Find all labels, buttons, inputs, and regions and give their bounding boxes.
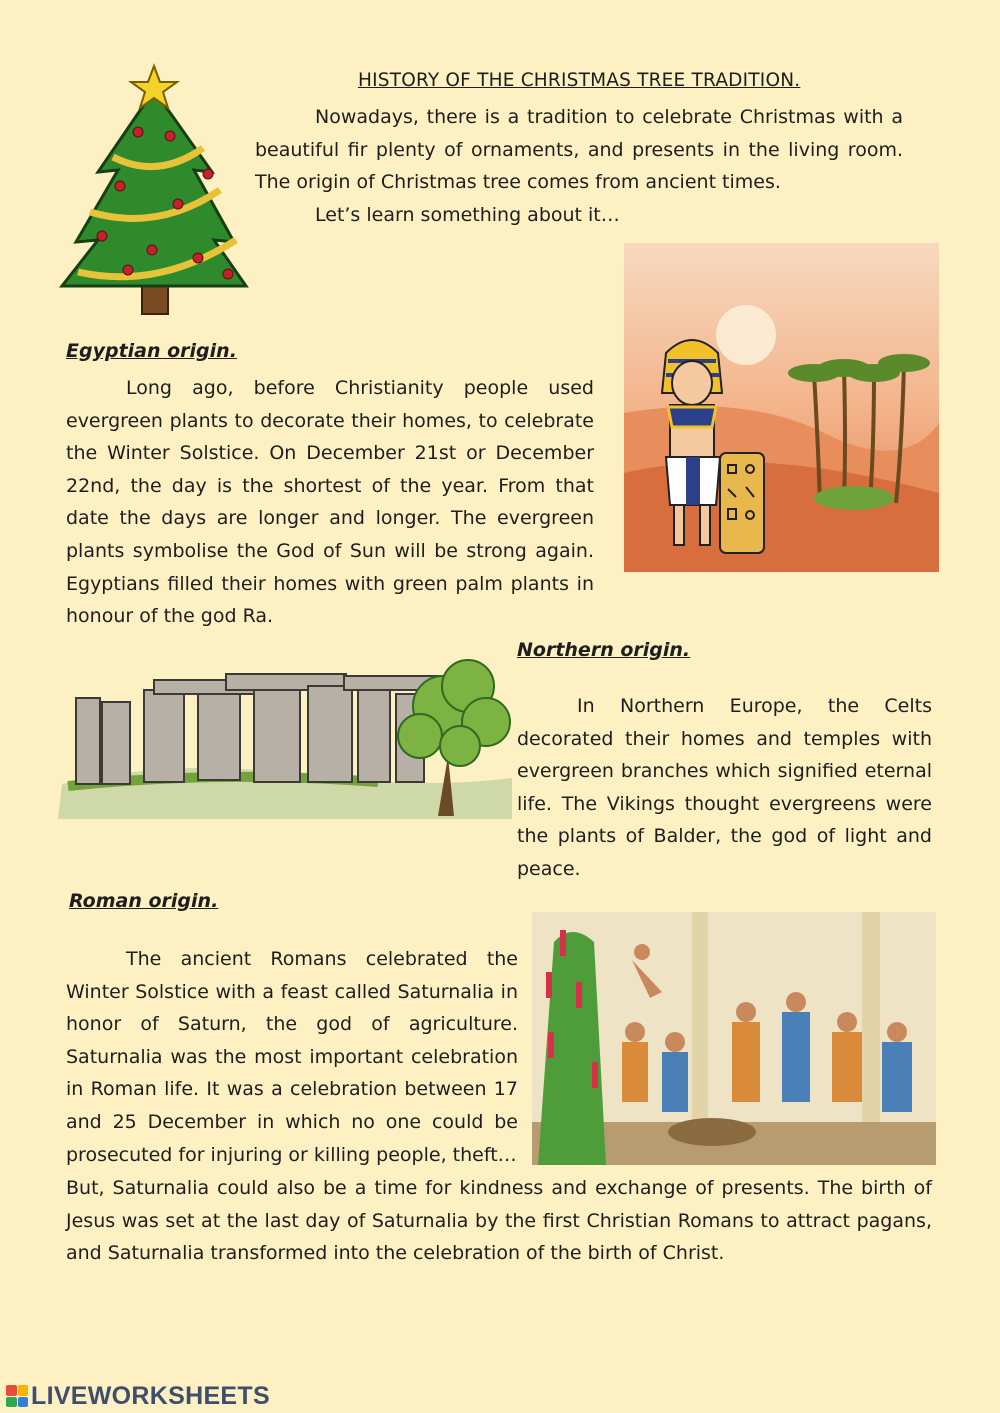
roman-body-part2: But, Saturnalia could also be a time for kindness and exchange of presents. The birth of Jesus was set at the last day of Saturnalia by the first Christian Romans to attract pagans, and Saturnalia transformed into the celebration of the birth of Christ. — [66, 1177, 932, 1265]
brand-name: LIVEWORKSHEETS — [31, 1381, 270, 1410]
roman-body-part1: The ancient Romans celebrated the Winter Solstice with a feast called Saturnalia in honor of Saturn, the god of agriculture. Saturnalia was the most important celebration in Roman life. It was a celebration between 17 and 25 December in which no one could be prosecuted for injuring or killing people, theft… — [66, 948, 518, 1166]
northern-body: In Northern Europe, the Celts decorated their homes and temples with evergreen branches which signified eternal life. The Vikings thought evergreens were the plants of Balder, the god of light and peace. — [517, 695, 932, 880]
roman-saturnalia-image — [532, 912, 936, 1165]
intro-lead-in: Let’s learn something about it… — [315, 204, 620, 226]
egyptian-pharaoh-desert-image — [624, 243, 939, 572]
christmas-tree-illustration — [58, 62, 250, 318]
stonehenge-tree-image — [58, 646, 512, 819]
liveworksheets-logo — [6, 1383, 270, 1409]
egyptian-heading: Egyptian origin. — [66, 340, 237, 362]
page-title: HISTORY OF THE CHRISTMAS TREE TRADITION. — [358, 70, 801, 91]
roman-heading: Roman origin. — [69, 890, 219, 912]
logo-mark-icon — [6, 1385, 28, 1407]
northern-heading: Northern origin. — [517, 639, 691, 661]
intro-paragraph: Nowadays, there is a tradition to celebrate Christmas with a beautiful fir plenty of ornaments, and presents in the living room. The origin of Christmas tree comes from ancient times. — [255, 106, 903, 194]
egyptian-body: Long ago, before Christianity people used evergreen plants to decorate their homes, to celebrate the Winter Solstice. On December 21st or December 22nd, the day is the shortest of the year. From that date the days are longer and longer. The evergreen plants symbolise the God of Sun will be strong again. Egyptians filled their homes with green palm plants in honour of the god Ra. — [66, 377, 594, 628]
